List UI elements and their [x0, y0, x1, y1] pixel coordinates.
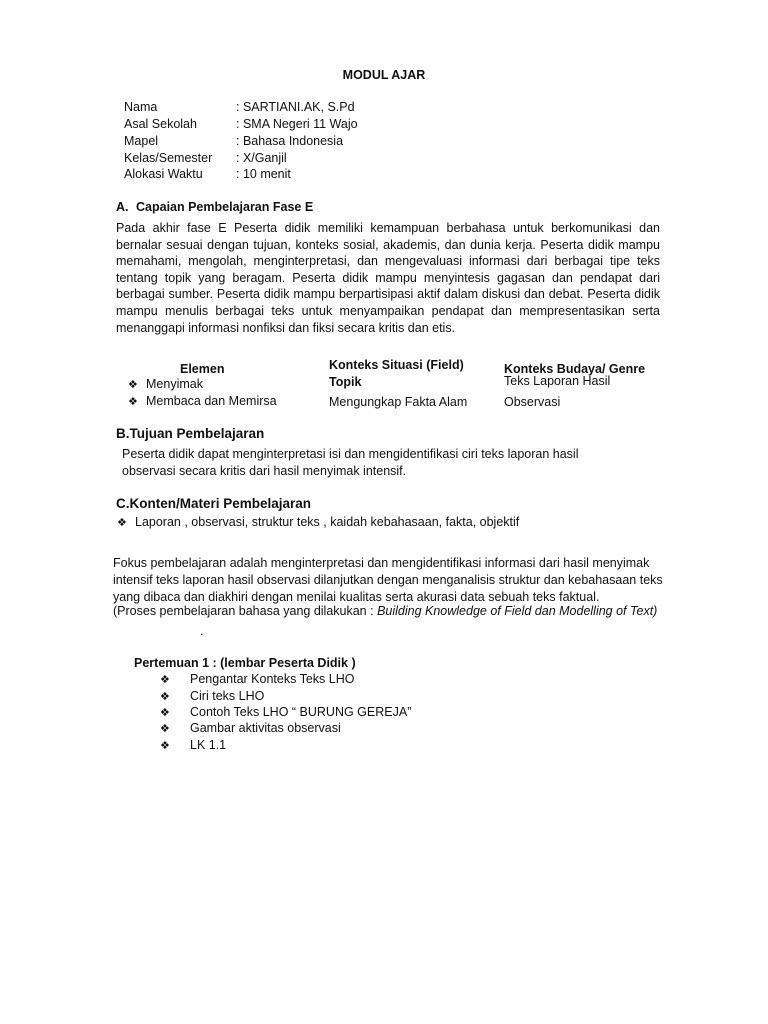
elemen-item: Membaca dan Memirsa — [146, 394, 277, 408]
document-title: MODUL AJAR — [342, 68, 426, 82]
proses-line — [113, 604, 657, 618]
list-item — [160, 720, 341, 737]
diamond-bullet-icon: ❖ — [160, 691, 170, 703]
table-header-konteks-budaya: Konteks Budaya/ Genre — [504, 362, 646, 376]
list-item — [160, 671, 354, 688]
table-header-elemen: Elemen — [180, 362, 225, 376]
stray-dot: . — [200, 624, 204, 638]
list-item — [160, 704, 411, 721]
list-item — [128, 394, 277, 408]
diamond-bullet-icon: ❖ — [160, 740, 170, 752]
list-item — [117, 515, 519, 529]
fokus-line-1: Fokus pembelajaran adalah menginterpretasi dan mengidentifikasi informasi dari hasil menyimak — [113, 556, 650, 570]
list-item — [160, 688, 264, 705]
diamond-bullet-icon: ❖ — [128, 379, 138, 391]
table-header-konteks-situasi: Konteks Situasi (Field) — [329, 358, 464, 372]
diamond-bullet-icon: ❖ — [128, 396, 138, 408]
proses-prefix: (Proses pembelajaran bahasa yang dilakukan : — [113, 604, 378, 618]
genre-line-2: Observasi — [504, 395, 561, 409]
diamond-bullet-icon: ❖ — [160, 723, 170, 735]
pertemuan-item: Gambar aktivitas observasi — [190, 721, 341, 735]
fokus-line-3: yang dibaca dan diakhiri dengan menilai kualitas serta akurasi data sebuah teks faktual. — [113, 590, 600, 604]
section-a-paragraph: Pada akhir fase E Peserta didik memiliki kemampuan berbahasa untuk berkomunikasi dan bernalar sesuai dengan tujuan, konteks sosial, akademis, dan dunia kerja. Peserta didik mampu memahami, mengolah, menginterpretasi, dan mengevaluasi informasi dari berbagai tipe teks tentang topik yang beragam. Peserta didik mampu menyintesis gagasan dan pendapat dari berbagai sumber. Peserta didik mampu berpartisipasi aktif dalam diskusi dan debat. Peserta didik mampu menulis berbagai teks untuk menyampaikan pendapat dan mempresentasikan serta menanggapi informasi nonfiksi dan fiksi secara kritis dan etis. — [116, 221, 660, 335]
elemen-item: Menyimak — [146, 377, 203, 391]
identity-value: : Bahasa Indonesia — [236, 134, 344, 148]
identity-label: Alokasi Waktu — [124, 167, 203, 181]
list-item — [128, 377, 203, 391]
section-b-line-1: Peserta didik dapat menginterpretasi isi dan mengidentifikasi ciri teks laporan hasil — [122, 447, 579, 461]
identity-label: Mapel — [124, 134, 159, 148]
identity-value: : X/Ganjil — [236, 151, 287, 165]
identity-value: : SARTIANI.AK, S.Pd — [236, 100, 355, 114]
table-header-topik: Topik — [329, 375, 362, 389]
identity-value: : 10 menit — [236, 167, 291, 181]
pertemuan-item: LK 1.1 — [190, 738, 227, 752]
fokus-line-2: intensif teks laporan hasil observasi dilanjutkan dengan menganalisis struktur dan kebahasaan teks — [113, 573, 663, 587]
section-a-title: Capaian Pembelajaran Fase E — [136, 200, 314, 214]
section-b-heading: B.Tujuan Pembelajaran — [116, 426, 265, 441]
section-b-line-2: observasi secara kritis dari hasil menyimak intensif. — [122, 464, 407, 478]
diamond-bullet-icon: ❖ — [160, 674, 170, 686]
list-item — [160, 737, 226, 754]
genre-line-1: Teks Laporan Hasil — [504, 374, 611, 388]
section-c-heading: C.Konten/Materi Pembelajaran — [116, 496, 312, 511]
diamond-bullet-icon: ❖ — [117, 517, 127, 529]
identity-value: : SMA Negeri 11 Wajo — [236, 117, 358, 131]
pertemuan-item: Contoh Teks LHO “ BURUNG GEREJA” — [190, 705, 412, 719]
identity-label: Asal Sekolah — [124, 117, 197, 131]
section-a-letter: A. — [116, 200, 129, 214]
pertemuan-item: Pengantar Konteks Teks LHO — [190, 672, 355, 686]
section-c-item: Laporan , observasi, struktur teks , kaidah kebahasaan, fakta, objektif — [135, 515, 520, 529]
identity-label: Kelas/Semester — [124, 151, 213, 165]
proses-italic: Building Knowledge of Field dan Modelling of Text) — [377, 604, 658, 618]
pertemuan-item: Ciri teks LHO — [190, 689, 265, 703]
section-a-heading — [116, 200, 313, 214]
pertemuan-heading: Pertemuan 1 : (lembar Peserta Didik ) — [134, 656, 356, 670]
topik-value: Mengungkap Fakta Alam — [329, 395, 468, 409]
diamond-bullet-icon: ❖ — [160, 707, 170, 719]
identity-label: Nama — [124, 100, 158, 114]
